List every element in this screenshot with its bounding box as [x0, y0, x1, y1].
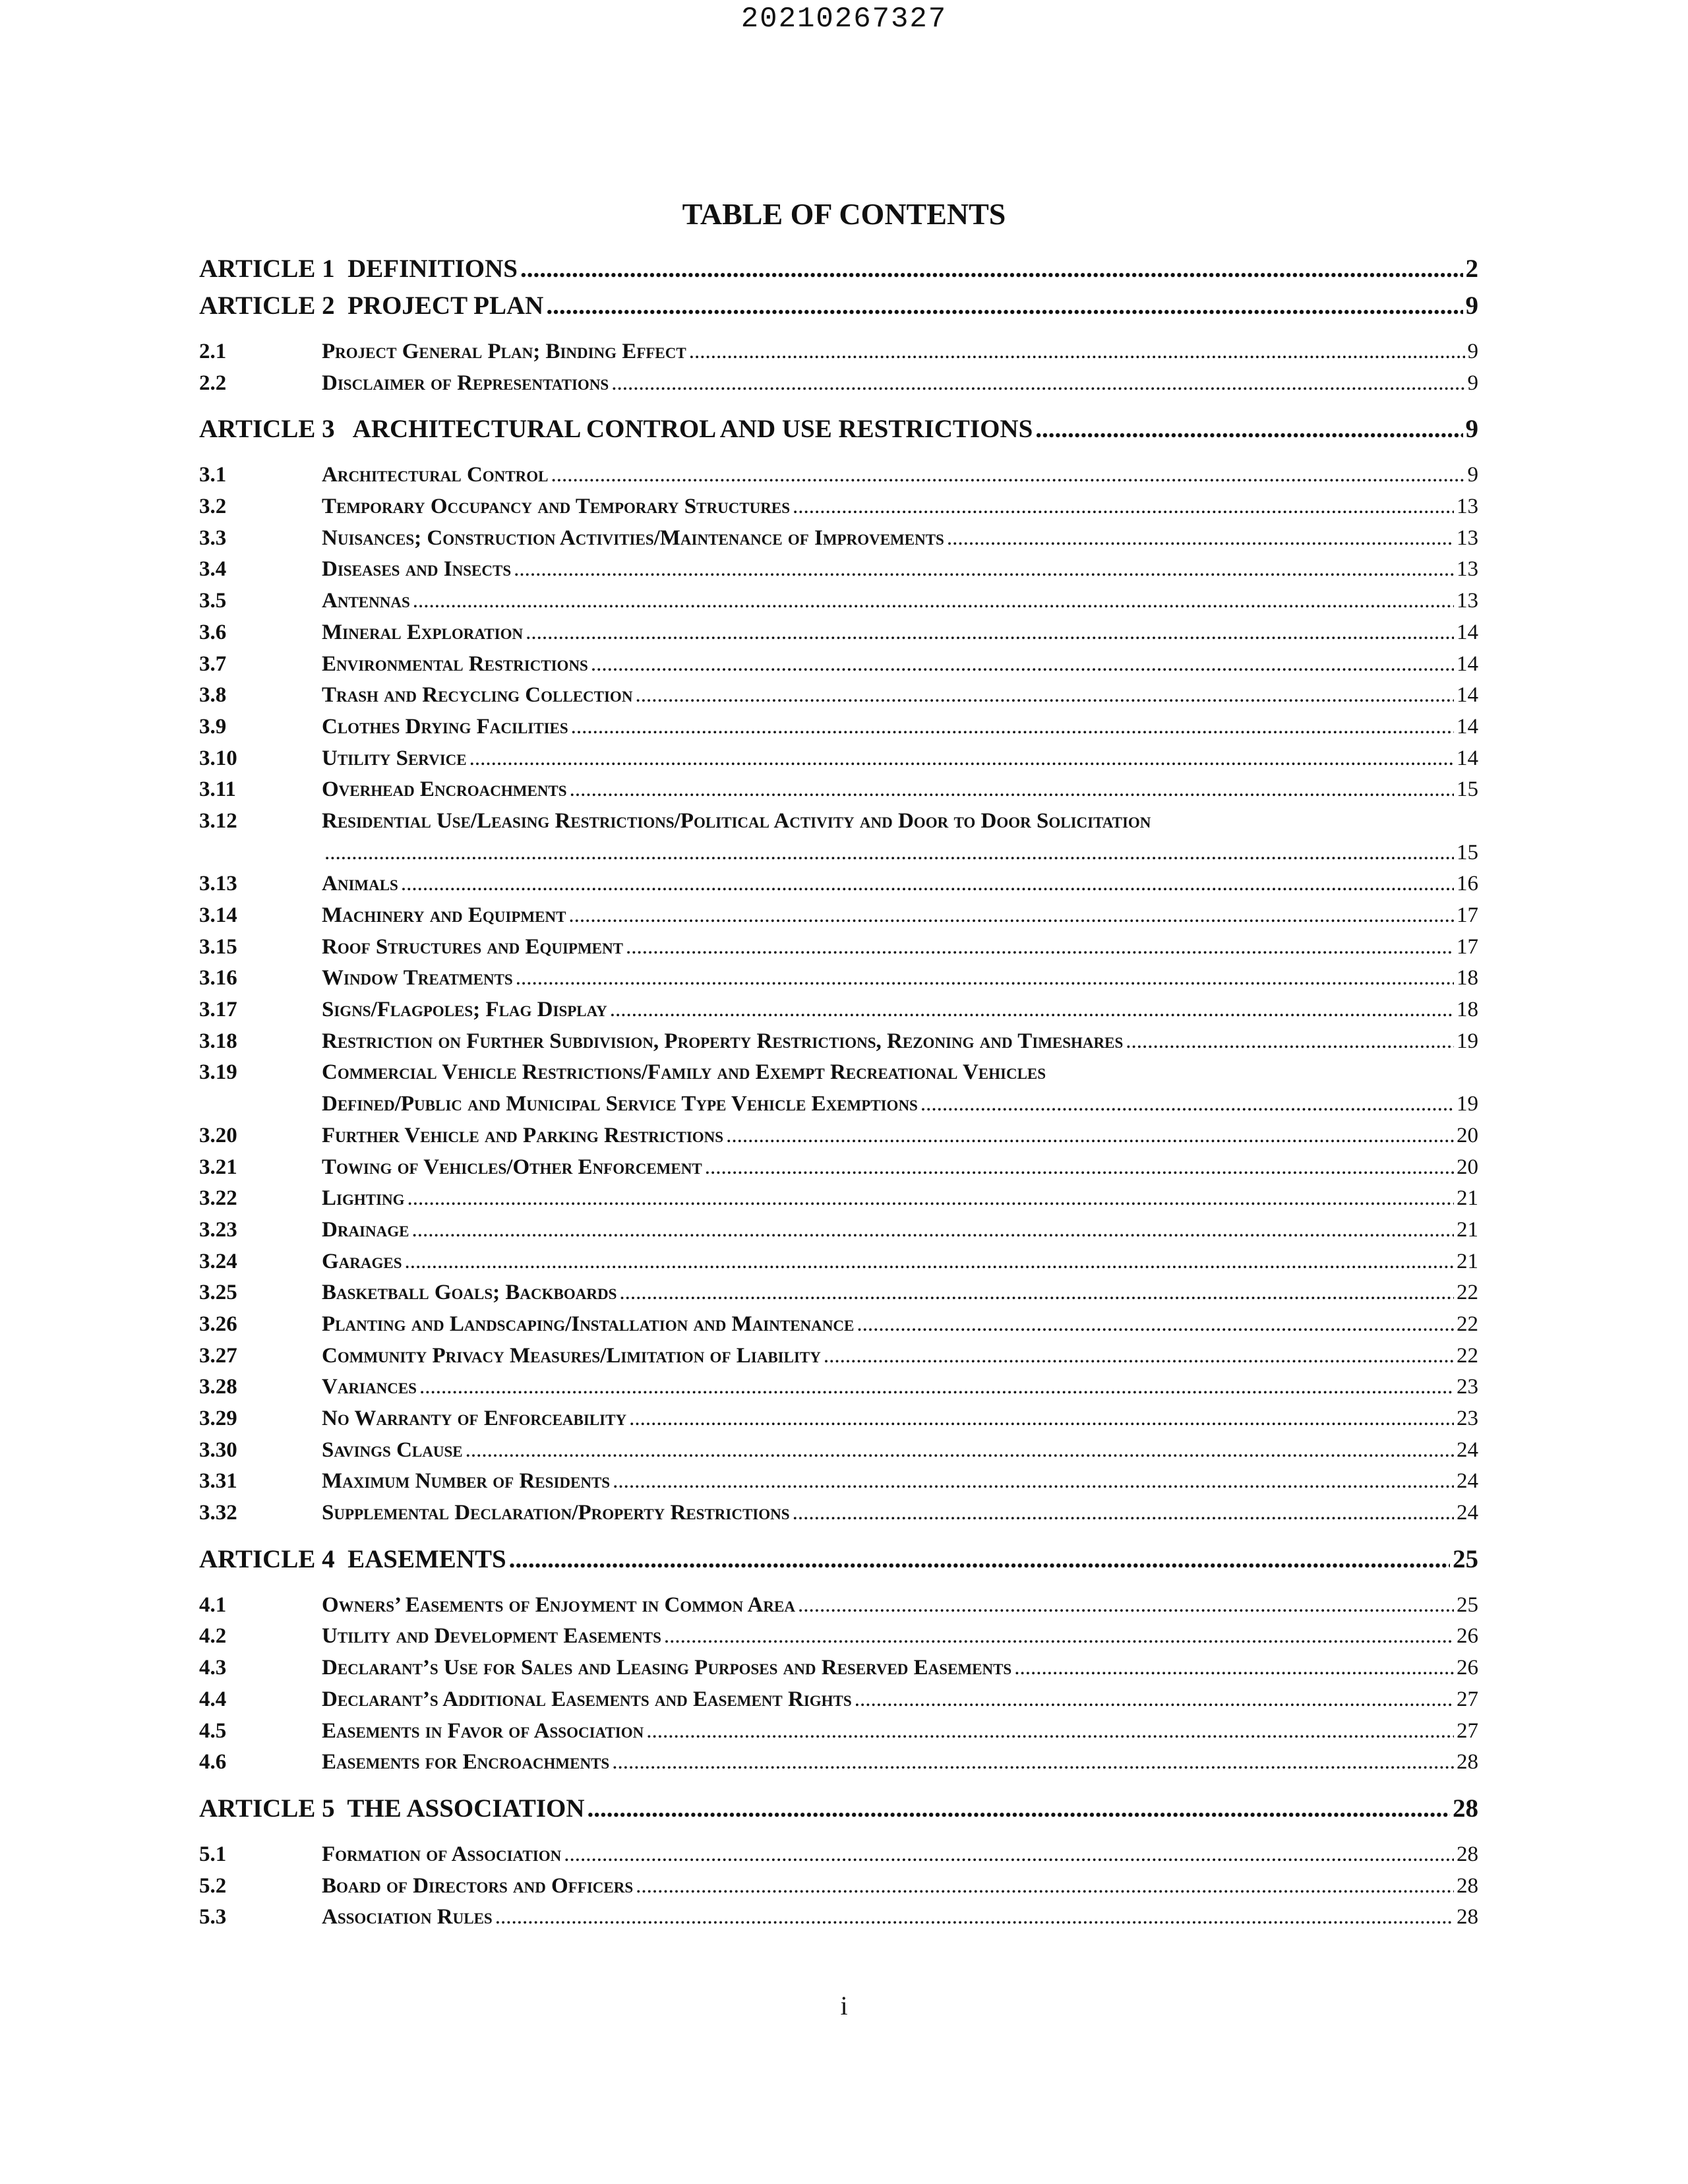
- toc-section-number: 3.30: [199, 1438, 237, 1462]
- dot-leader: [689, 336, 1465, 368]
- toc-section-page: 14: [1457, 714, 1478, 739]
- toc-section-title: Utility Service: [322, 746, 467, 770]
- toc-section-row[interactable]: [199, 1871, 1478, 1902]
- toc-section-row[interactable]: [199, 1839, 1478, 1871]
- toc-section-title: Window Treatments: [322, 966, 513, 990]
- toc-section-title: Further Vehicle and Parking Restrictions: [322, 1123, 724, 1147]
- toc-section-row[interactable]: [199, 1152, 1478, 1184]
- toc-section-number: 3.26: [199, 1312, 237, 1336]
- toc-section-row[interactable]: [199, 1466, 1478, 1498]
- toc-section-row[interactable]: [199, 1684, 1478, 1716]
- dot-leader: [824, 1341, 1454, 1372]
- spacer: [199, 1529, 1478, 1541]
- toc-section-row[interactable]: [199, 586, 1478, 617]
- dot-leader: [526, 617, 1454, 649]
- dot-leader: [947, 523, 1454, 555]
- toc-section-title: Basketball Goals; Backboards: [322, 1281, 617, 1305]
- dot-leader: [705, 1152, 1454, 1184]
- toc-section-page: 21: [1457, 1249, 1478, 1273]
- toc-section-title: Project General Plan; Binding Effect: [322, 340, 686, 363]
- dot-leader: [516, 963, 1454, 994]
- dot-leader: [629, 1403, 1454, 1435]
- toc-section-page: 24: [1457, 1438, 1478, 1462]
- toc-section-row[interactable]: [199, 1372, 1478, 1403]
- toc-section-number: 5.1: [199, 1842, 227, 1866]
- toc-article-page: 9: [1465, 291, 1478, 320]
- dot-leader: [793, 1498, 1454, 1529]
- toc-section-number: 3.24: [199, 1249, 237, 1273]
- toc-section-title: Trash and Recycling Collection: [322, 683, 633, 708]
- toc-section-row[interactable]: [199, 1120, 1478, 1152]
- toc-section-row[interactable]: [199, 617, 1478, 649]
- dot-leader: [626, 932, 1454, 963]
- toc-section-row[interactable]: [199, 523, 1478, 555]
- toc-section-row[interactable]: [199, 1026, 1478, 1058]
- toc-section-number: 3.27: [199, 1343, 237, 1368]
- toc-section-title: Nuisances; Construction Activities/Maintenance of Improvements: [322, 526, 944, 550]
- toc-section-title: Drainage: [322, 1217, 409, 1242]
- toc-section-title: Maximum Number of Residents: [322, 1469, 611, 1494]
- toc-section-row[interactable]: [199, 994, 1478, 1026]
- dot-leader: [611, 368, 1464, 400]
- toc-section-number: 3.14: [199, 903, 237, 927]
- toc-section-page: 28: [1457, 1842, 1478, 1866]
- dot-leader: [612, 1747, 1454, 1778]
- toc-section-continuation[interactable]: [199, 1089, 1478, 1120]
- toc-section-title: Supplemental Declaration/Property Restrictions: [322, 1501, 790, 1525]
- toc-section-row[interactable]: [199, 554, 1478, 586]
- toc-section-row[interactable]: [199, 1590, 1478, 1622]
- toc-section-title: Utility and Development Easements: [322, 1624, 661, 1649]
- toc-section-row[interactable]: [199, 932, 1478, 963]
- spacer: [199, 1933, 1478, 1945]
- toc-section-number: 3.4: [199, 557, 227, 582]
- toc-section-row[interactable]: [199, 1902, 1478, 1933]
- toc-section-number: 2.2: [199, 371, 227, 395]
- toc-section-number: 3.6: [199, 620, 227, 644]
- dot-leader: [401, 868, 1454, 900]
- toc-section-title: Variances: [322, 1375, 417, 1399]
- toc-section-number: 4.3: [199, 1656, 227, 1680]
- dot-leader: [646, 1716, 1454, 1747]
- toc-section-page: 25: [1457, 1592, 1478, 1617]
- dot-leader: [546, 288, 1462, 324]
- toc-section-number: 3.17: [199, 998, 237, 1022]
- toc-article-label: ARTICLE 4 EASEMENTS: [199, 1544, 506, 1573]
- spacer: [199, 1778, 1478, 1790]
- toc-section-title: Commercial Vehicle Restrictions/Family and Exempt Recreational Vehicles: [322, 1060, 1046, 1085]
- toc-section-page: 15: [1457, 840, 1478, 864]
- toc-section-row[interactable]: [199, 1183, 1478, 1215]
- toc-section-page: 21: [1457, 1186, 1478, 1211]
- toc-section-page: 14: [1457, 620, 1478, 644]
- toc-section-page: 16: [1457, 872, 1478, 896]
- dot-leader: [411, 1215, 1454, 1246]
- toc-section-number: 4.5: [199, 1718, 227, 1743]
- toc-section-number: 4.4: [199, 1687, 227, 1711]
- toc-article-page: 2: [1465, 255, 1478, 283]
- toc-section-row[interactable]: [199, 1621, 1478, 1653]
- toc-section-number: 3.5: [199, 589, 227, 613]
- toc-section-title: Planting and Landscaping/Installation and Maintenance: [322, 1312, 855, 1336]
- toc-section-number: 3.23: [199, 1217, 237, 1242]
- dot-leader: [570, 774, 1454, 806]
- toc-section-page: 14: [1457, 746, 1478, 770]
- toc-section-number: 4.2: [199, 1624, 227, 1649]
- toc-section-page: 26: [1457, 1624, 1478, 1649]
- toc-section-title: Owners’ Easements of Enjoyment in Common Area: [322, 1592, 795, 1617]
- dot-leader: [571, 712, 1454, 743]
- toc-section-page: 27: [1457, 1718, 1478, 1743]
- toc-article-row[interactable]: [199, 411, 1478, 448]
- toc-section-number: 3.7: [199, 652, 227, 676]
- toc-section-title: Machinery and Equipment: [322, 903, 566, 927]
- toc-article-row[interactable]: [199, 1790, 1478, 1827]
- toc-section-page: 9: [1467, 340, 1478, 363]
- toc-section-page: 13: [1457, 589, 1478, 613]
- toc-section-row[interactable]: [199, 460, 1478, 491]
- dot-leader: [1035, 411, 1462, 448]
- toc-article-page: 25: [1453, 1544, 1478, 1573]
- toc-section-page: 17: [1457, 903, 1478, 927]
- toc-section-row[interactable]: [199, 1246, 1478, 1278]
- toc-section-number: 3.31: [199, 1469, 237, 1494]
- dot-leader: [920, 1089, 1454, 1120]
- toc-section-title: Environmental Restrictions: [322, 652, 588, 676]
- toc-section-number: 3.3: [199, 526, 227, 550]
- toc-section-title: Diseases and Insects: [322, 557, 512, 582]
- dot-leader: [419, 1372, 1454, 1403]
- toc-section-number: 3.16: [199, 966, 237, 990]
- dot-leader: [520, 251, 1463, 288]
- toc-section-page: 22: [1457, 1281, 1478, 1305]
- dot-leader: [514, 554, 1454, 586]
- dot-leader: [469, 743, 1454, 775]
- toc-section-number: 2.1: [199, 340, 227, 363]
- toc-section-page: 27: [1457, 1687, 1478, 1711]
- toc-section-page: 9: [1467, 371, 1478, 395]
- toc-section-title: Garages: [322, 1249, 402, 1273]
- dot-leader: [591, 649, 1454, 681]
- dot-leader: [635, 680, 1454, 712]
- toc-section-page: 14: [1457, 683, 1478, 708]
- toc-section-title: Savings Clause: [322, 1438, 463, 1462]
- dot-leader: [726, 1120, 1454, 1152]
- toc-section-page: 24: [1457, 1469, 1478, 1494]
- toc-section-title: Mineral Exploration: [322, 620, 524, 644]
- toc-section-page: 19: [1457, 1092, 1478, 1116]
- toc-section-row[interactable]: [199, 1057, 1478, 1089]
- footer-page-number: i: [840, 1991, 848, 2020]
- toc-section-title: Roof Structures and Equipment: [322, 934, 623, 959]
- toc-section-number: 3.13: [199, 872, 237, 896]
- toc-article-page: 9: [1465, 415, 1478, 444]
- dot-leader: [495, 1902, 1454, 1933]
- toc-section-number: 3.20: [199, 1123, 237, 1147]
- toc-section-row[interactable]: [199, 1341, 1478, 1372]
- toc-section-row[interactable]: [199, 868, 1478, 900]
- dot-leader: [636, 1871, 1454, 1902]
- toc-section-page: 20: [1457, 1123, 1478, 1147]
- toc-section-title-line2: Defined/Public and Municipal Service Type Vehicle Exemptions: [322, 1092, 918, 1116]
- toc-section-title: Formation of Association: [322, 1842, 562, 1866]
- toc-section-title: Board of Directors and Officers: [322, 1873, 634, 1898]
- toc-section-title: Temporary Occupancy and Temporary Structures: [322, 495, 790, 519]
- toc-section-page: 18: [1457, 966, 1478, 990]
- toc-section-row[interactable]: [199, 743, 1478, 775]
- toc-section-row[interactable]: [199, 712, 1478, 743]
- toc-section-number: 5.3: [199, 1905, 227, 1929]
- toc-section-number: 3.22: [199, 1186, 237, 1211]
- toc-section-title: Animals: [322, 872, 398, 896]
- toc-section-title: Antennas: [322, 589, 410, 613]
- toc-section-title: Easements in Favor of Association: [322, 1718, 644, 1743]
- dot-leader: [324, 837, 1454, 869]
- toc-section-number: 5.2: [199, 1873, 227, 1898]
- toc-section-title: Community Privacy Measures/Limitation of Liability: [322, 1343, 821, 1368]
- dot-leader: [857, 1309, 1454, 1341]
- toc-article-row[interactable]: [199, 251, 1478, 288]
- toc-section-number: 3.21: [199, 1155, 237, 1179]
- toc-section-page: 13: [1457, 557, 1478, 582]
- toc-section-row[interactable]: [199, 1309, 1478, 1341]
- toc-section-page: 14: [1457, 652, 1478, 676]
- toc-section-row[interactable]: [199, 900, 1478, 932]
- toc-article-row[interactable]: [199, 1541, 1478, 1578]
- dot-leader: [564, 1839, 1454, 1871]
- dot-leader: [610, 994, 1454, 1026]
- spacer: [199, 448, 1478, 460]
- dot-leader: [793, 491, 1454, 523]
- spacer: [199, 399, 1478, 411]
- toc-section-number: 4.1: [199, 1592, 227, 1617]
- dot-leader: [413, 586, 1454, 617]
- toc-section-page: 15: [1457, 777, 1478, 802]
- dot-leader: [405, 1246, 1454, 1278]
- toc-section-row[interactable]: [199, 1498, 1478, 1529]
- dot-leader: [568, 900, 1454, 932]
- toc-section-title: Restriction on Further Subdivision, Property Restrictions, Rezoning and Timeshares: [322, 1029, 1124, 1053]
- dot-leader: [1126, 1026, 1454, 1058]
- toc-section-number: 3.25: [199, 1281, 237, 1305]
- toc-article-label: ARTICLE 1 DEFINITIONS: [199, 255, 518, 283]
- toc-section-row[interactable]: [199, 963, 1478, 994]
- toc-section-page: 23: [1457, 1375, 1478, 1399]
- dot-leader: [551, 460, 1464, 491]
- dot-leader: [509, 1541, 1450, 1578]
- toc-section-page: 28: [1457, 1905, 1478, 1929]
- table-of-contents: [199, 251, 1478, 1945]
- toc-section-title: Architectural Control: [322, 463, 549, 487]
- toc-section-title: Declarant’s Additional Easements and Easement Rights: [322, 1687, 852, 1711]
- toc-article-label: ARTICLE 2 PROJECT PLAN: [199, 291, 544, 320]
- toc-section-row[interactable]: [199, 368, 1478, 400]
- dot-leader: [466, 1435, 1454, 1467]
- dot-leader: [1014, 1653, 1454, 1684]
- toc-section-row[interactable]: [199, 680, 1478, 712]
- toc-section-row[interactable]: [199, 1215, 1478, 1246]
- dot-leader: [619, 1277, 1454, 1309]
- toc-section-page: 18: [1457, 998, 1478, 1022]
- toc-section-number: 3.9: [199, 714, 227, 739]
- toc-section-row[interactable]: [199, 491, 1478, 523]
- toc-section-row[interactable]: [199, 336, 1478, 368]
- toc-section-title: Easements for Encroachments: [322, 1750, 610, 1774]
- toc-section-number: 3.12: [199, 808, 237, 833]
- spacer: [199, 1827, 1478, 1839]
- spacer: [199, 1578, 1478, 1590]
- toc-section-number: 3.11: [199, 777, 236, 802]
- toc-section-number: 3.18: [199, 1029, 237, 1053]
- toc-article-row[interactable]: [199, 288, 1478, 324]
- toc-section-page: 23: [1457, 1407, 1478, 1430]
- toc-section-page: 19: [1457, 1029, 1478, 1053]
- dot-leader: [613, 1466, 1454, 1498]
- toc-section-page: 22: [1457, 1312, 1478, 1336]
- toc-section-page: 9: [1467, 463, 1478, 487]
- toc-section-row[interactable]: [199, 1653, 1478, 1684]
- toc-section-row[interactable]: [199, 774, 1478, 806]
- toc-section-row[interactable]: [199, 649, 1478, 681]
- spacer: [199, 324, 1478, 336]
- toc-section-page: 26: [1457, 1656, 1478, 1680]
- toc-section-row[interactable]: [199, 1403, 1478, 1435]
- toc-section-page: 17: [1457, 934, 1478, 959]
- toc-section-page: 21: [1457, 1217, 1478, 1242]
- toc-section-row[interactable]: [199, 1277, 1478, 1309]
- toc-section-number: 3.2: [199, 495, 227, 519]
- toc-section-page: 24: [1457, 1501, 1478, 1525]
- toc-section-page: 28: [1457, 1873, 1478, 1898]
- toc-section-title: Disclaimer of Representations: [322, 371, 609, 395]
- toc-section-page: 22: [1457, 1343, 1478, 1368]
- toc-section-number: 3.15: [199, 934, 237, 959]
- toc-article-label: ARTICLE 5 THE ASSOCIATION: [199, 1794, 585, 1823]
- toc-section-number: 3.10: [199, 746, 237, 770]
- toc-section-number: 3.28: [199, 1375, 237, 1399]
- toc-title: TABLE OF CONTENTS: [682, 197, 1006, 231]
- dot-leader: [407, 1183, 1454, 1215]
- toc-section-number: 4.6: [199, 1750, 227, 1774]
- toc-section-title: Association Rules: [322, 1905, 493, 1929]
- toc-section-page: 13: [1457, 526, 1478, 550]
- dot-leader: [588, 1790, 1450, 1827]
- toc-section-title: Signs/Flagpoles; Flag Display: [322, 998, 607, 1022]
- toc-article-page: 28: [1453, 1794, 1478, 1823]
- toc-section-title: Lighting: [322, 1186, 405, 1211]
- toc-section-row[interactable]: [199, 1435, 1478, 1467]
- toc-section-title: Declarant’s Use for Sales and Leasing Purposes and Reserved Easements: [322, 1656, 1012, 1680]
- toc-section-number: 3.19: [199, 1060, 237, 1085]
- toc-section-number: 3.1: [199, 463, 227, 487]
- toc-section-row[interactable]: [199, 1747, 1478, 1778]
- document-number: 20210267327: [740, 3, 948, 36]
- toc-section-row[interactable]: [199, 806, 1478, 837]
- toc-section-title: Overhead Encroachments: [322, 777, 567, 802]
- toc-section-number: 3.32: [199, 1501, 237, 1525]
- toc-article-label: ARTICLE 3 ARCHITECTURAL CONTROL AND USE RESTRICTIONS: [199, 415, 1033, 444]
- toc-section-continuation[interactable]: [199, 837, 1478, 869]
- dot-leader: [798, 1590, 1454, 1622]
- toc-section-title: Residential Use/Leasing Restrictions/Political Activity and Door to Door Solicitation: [322, 808, 1151, 833]
- toc-section-title: No Warranty of Enforceability: [322, 1407, 627, 1430]
- toc-section-number: 3.8: [199, 683, 227, 708]
- dot-leader: [855, 1684, 1454, 1716]
- toc-section-title: Clothes Drying Facilities: [322, 714, 568, 739]
- toc-section-number: 3.29: [199, 1407, 237, 1430]
- toc-section-page: 13: [1457, 495, 1478, 519]
- dot-leader: [664, 1621, 1454, 1653]
- toc-section-title: Towing of Vehicles/Other Enforcement: [322, 1155, 702, 1179]
- toc-section-page: 20: [1457, 1155, 1478, 1179]
- toc-section-row[interactable]: [199, 1716, 1478, 1747]
- toc-section-page: 28: [1457, 1750, 1478, 1774]
